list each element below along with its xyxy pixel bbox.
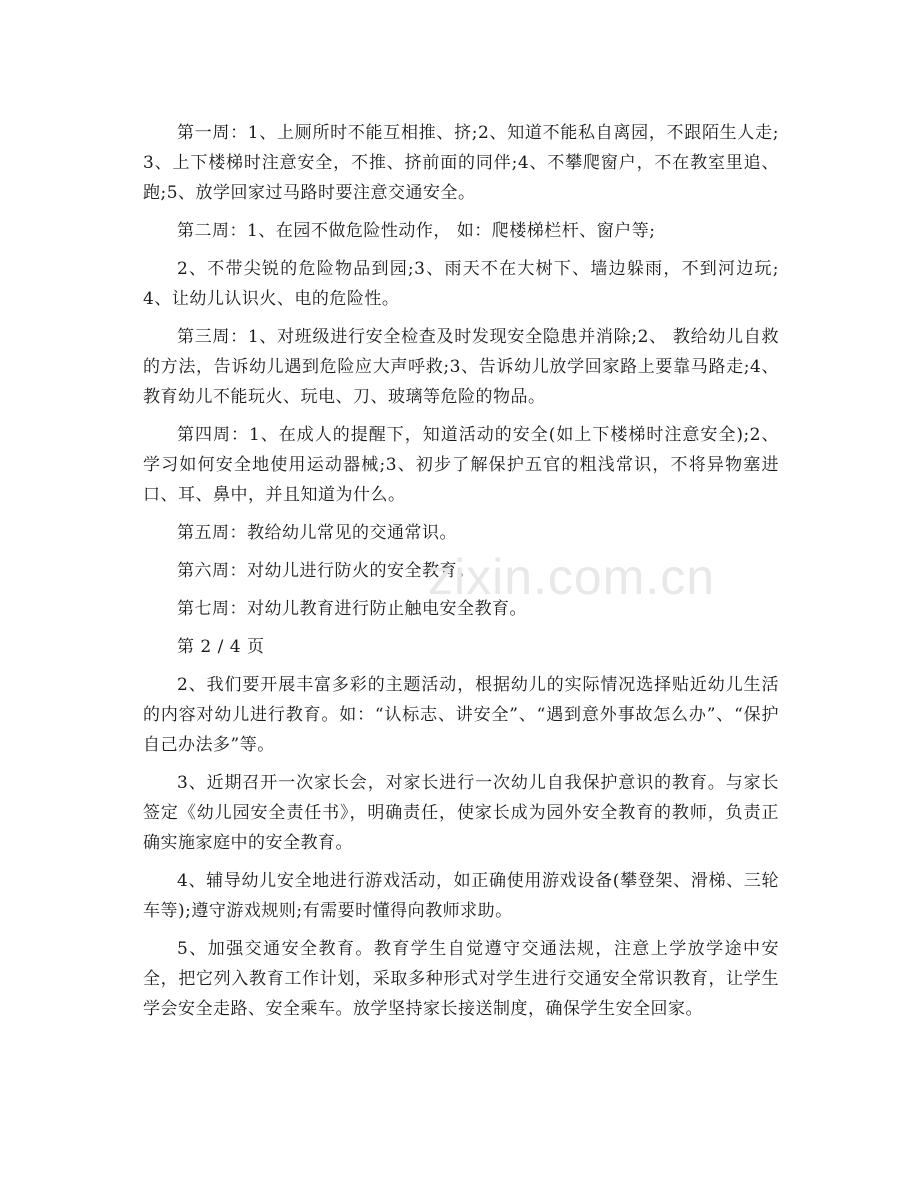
paragraph-week-4: 第四周：1、在成人的提醒下，知道活动的安全(如上下楼梯时注意安全);2、学习如何安全地使用运动器械;3、初步了解保护五官的粗浅常识，不将异物塞进口、耳、鼻中，并且知道为什么。	[143, 425, 779, 505]
paragraph-item-5: 5、加强交通安全教育。教育学生自觉遵守交通法规，注意上学放学途中安全，把它列入教育工作计划，采取多种形式对学生进行交通安全常识教育，让学生学会安全走路、安全乘车。放学坚持家长接送制度，确保学生安全回家。	[143, 939, 779, 1019]
paragraph-week-2-continued: 2、不带尖锐的危险物品到园;3、雨天不在大树下、墙边躲雨，不到河边玩;4、让幼儿认识火、电的危险性。	[143, 259, 779, 309]
paragraph-week-3: 第三周：1、对班级进行安全检查及时发现安全隐患并消除;2、 教给幼儿自救的方法，告诉幼儿遇到危险应大声呼救;3、告诉幼儿放学回家路上要靠马路走;4、教育幼儿不能玩火、玩电、刀、玻璃等危险的物品。	[143, 327, 779, 407]
paragraph-item-3: 3、近期召开一次家长会，对家长进行一次幼儿自我保护意识的教育。与家长签定《幼儿园安全责任书》，明确责任，使家长成为园外安全教育的教师，负责正确实施家庭中的安全教育。	[143, 773, 779, 853]
watermark: zixin.com.cn	[428, 549, 716, 605]
paragraph-week-1: 第一周：1、上厕所时不能互相推、挤;2、知道不能私自离园，不跟陌生人走;3、上下楼梯时注意安全，不推、挤前面的同伴;4、不攀爬窗户，不在教室里追、跑;5、放学回家过马路时要注意交通安全。	[143, 123, 779, 203]
paragraph-week-2: 第二周：1、在园不做危险性动作， 如：爬楼梯栏杆、窗户等;	[177, 221, 656, 241]
paragraph-week-6: 第六周：对幼儿进行防火的安全教育。	[177, 561, 475, 581]
document-body	[143, 118, 779, 1024]
page-number: 第 2 / 4 页	[177, 637, 265, 657]
paragraph-week-5: 第五周：教给幼儿常见的交通常识。	[177, 523, 457, 543]
paragraph-item-4: 4、辅导幼儿安全地进行游戏活动，如正确使用游戏设备(攀登架、滑梯、三轮车等);遵守游戏规则;有需要时懂得向教师求助。	[143, 871, 779, 921]
paragraph-item-2: 2、我们要开展丰富多彩的主题活动，根据幼儿的实际情况选择贴近幼儿生活的内容对幼儿进行教育。如：“认标志、讲安全”、“遇到意外事故怎么办”、“保护自己办法多”等。	[143, 675, 779, 755]
paragraph-week-7: 第七周：对幼儿教育进行防止触电安全教育。	[177, 599, 527, 619]
